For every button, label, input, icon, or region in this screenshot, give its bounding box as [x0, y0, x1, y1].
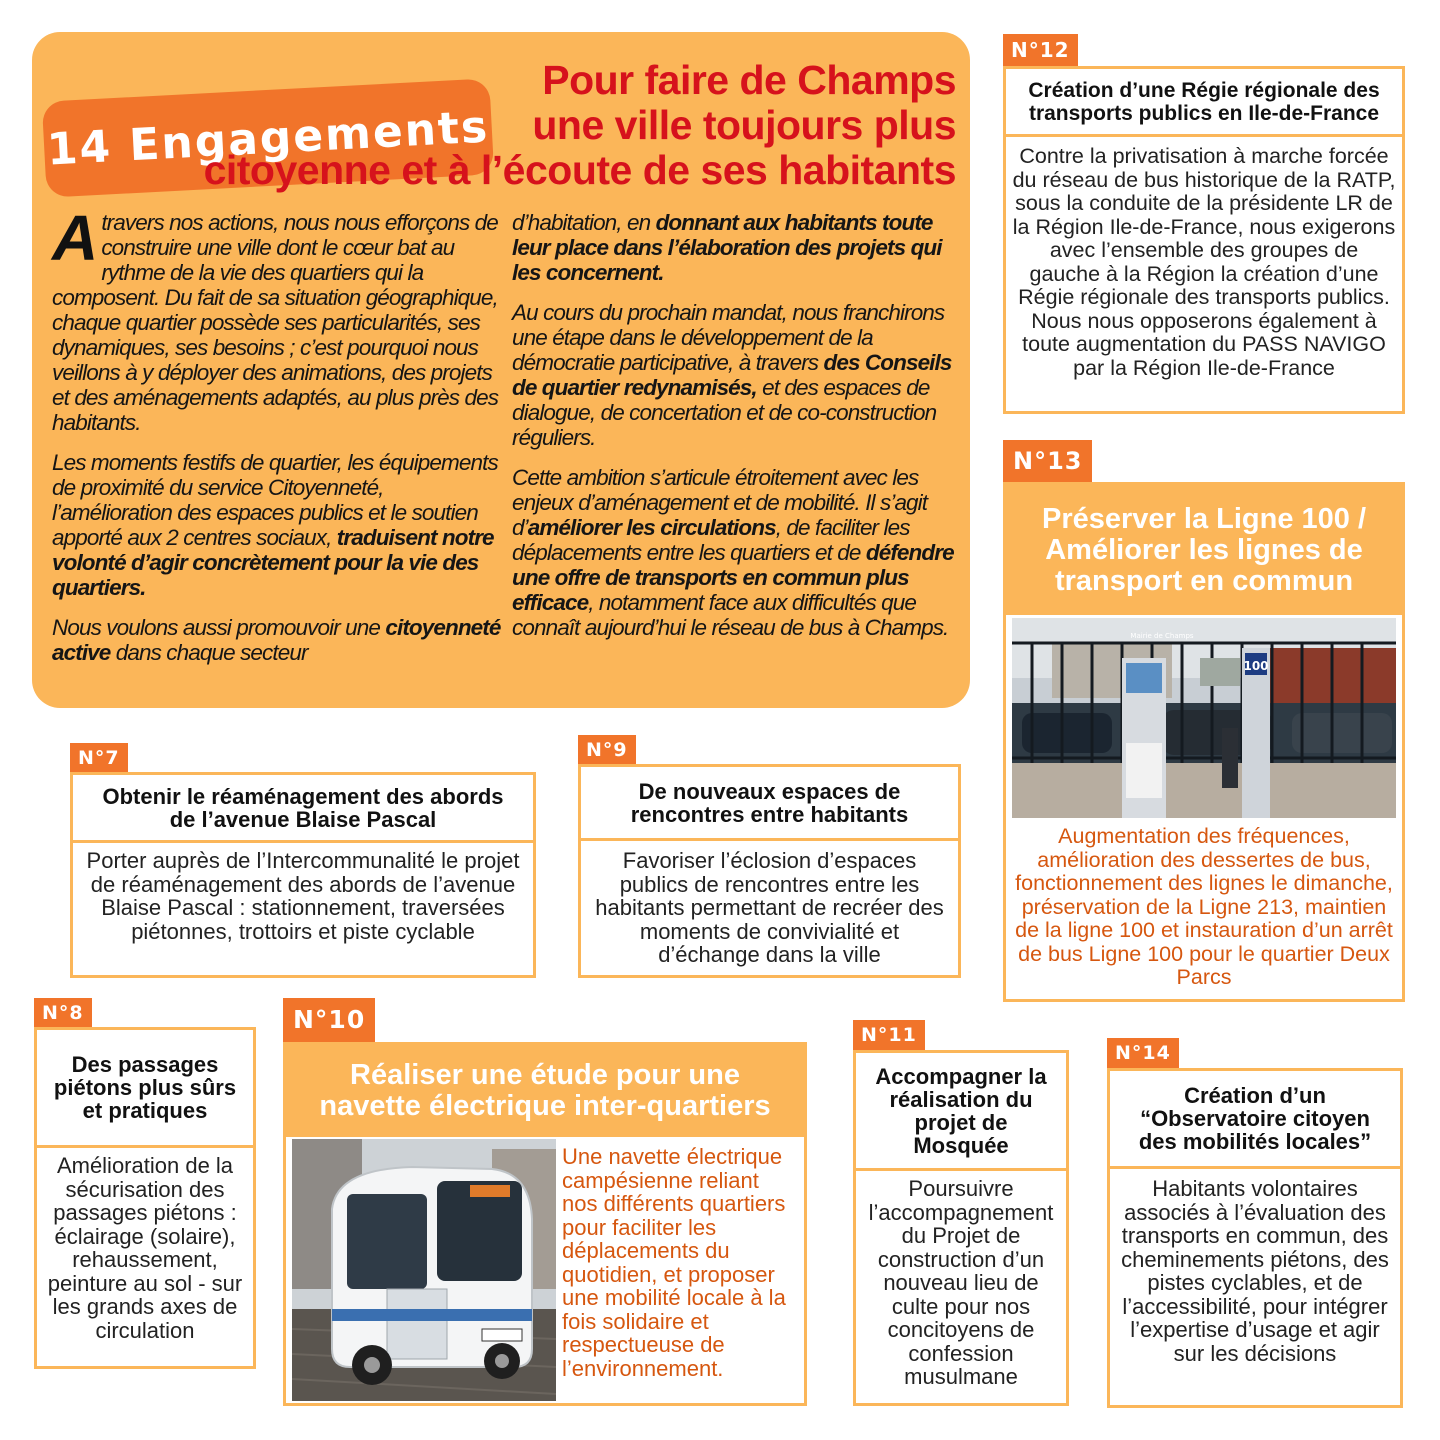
card-n14	[1107, 1068, 1403, 1408]
card-n7-title: Obtenir le réaménagement des abords de l’avenue Blaise Pascal	[73, 775, 533, 843]
tag-n8: N°8	[34, 998, 92, 1028]
card-n14-body: Habitants volontaires associés à l’évaluation des transports en commun, des cheminements piétons, des pistes cyclables, et de l’accessibilité, pour intégrer l’expertise d’usage et agir sur les décisions	[1121, 1176, 1389, 1366]
card-n10	[283, 1042, 807, 1406]
card-n9	[578, 764, 961, 978]
bus-stop-photo	[1012, 618, 1396, 818]
card-n10-title: Réaliser une étude pour une navette électrique inter-quartiers	[286, 1045, 804, 1137]
tag-n9: N°9	[578, 735, 636, 765]
headline-line-1: Pour faire de Champs	[542, 57, 956, 103]
card-n12-title: Création d’une Régie régionale des transports publics en Ile-de-France	[1006, 69, 1402, 137]
card-n9-body: Favoriser l’éclosion d’espaces publics de rencontres entre les habitants permettant de recréer des moments de convivialité et d’échange dans la ville	[595, 848, 944, 967]
intro-paragraph: Cette ambition s’articule étroitement avec les enjeux d’aménagement et de mobilité. Il s’agit d’améliorer les circulations, de faciliter les déplacements entre les quartiers et de défendre une offre de transports en commun plus efficace, notamment face aux difficultés que connaît aujourd’hui le réseau de bus à Champs.	[512, 465, 954, 640]
intro-column-left	[52, 202, 504, 680]
intro-paragraph: A travers nos actions, nous nous efforçons de construire une ville dont le cœur bat au rythme de la vie des quartiers qui la composent. Du fait de sa situation géographique, chaque quartier possède ses particularités, ses dynamiques, ses besoins ; c’est pourquoi nous veillons à y déployer des animations, des projets et des aménagements adaptés, au plus près des habitants.	[52, 202, 499, 435]
dropcap: A	[52, 202, 98, 274]
card-n13	[1003, 482, 1405, 1002]
bus-line-sign: 100	[1243, 659, 1269, 673]
tag-n13: N°13	[1003, 440, 1092, 482]
tag-n10: N°10	[283, 998, 375, 1042]
card-n7-body: Porter auprès de l’Intercommunalité le projet de réaménagement des abords de l’avenue Blaise Pascal : stationnement, traversées piétonnes, trottoirs et piste cyclable	[86, 848, 520, 944]
intro-column-right	[512, 210, 954, 655]
tag-n11: N°11	[853, 1020, 925, 1050]
engagements-badge: 14 Engagements	[42, 78, 494, 197]
card-n10-body: Une navette électrique campésienne reliant nos différents quartiers pour faciliter les déplacements du quotidien, et proposer une mobilité locale à la fois solidaire et respectueuse de l’environnement.	[562, 1144, 786, 1381]
card-n7	[70, 772, 536, 978]
intro-paragraph: Les moments festifs de quartier, les équipements de proximité du service Citoyenneté, l’amélioration des espaces publics et le soutien apporté aux 2 centres sociaux, traduisent notre volonté d’agir concrètement pour la vie des quartiers.	[52, 450, 498, 600]
card-n12-body: Contre la privatisation à marche forcée du réseau de bus historique de la RATP, sous la conduite de la présidente LR de la Région Ile-de-France, nous exigerons avec l’ensemble des groupes de gauche à la Région la création d’une Régie régionale des transports publics. Nous nous opposerons également à toute augmentation du PASS NAVIGO par la Région Ile-de-France	[1012, 144, 1396, 380]
tag-n12: N°12	[1003, 34, 1078, 66]
card-n8	[34, 1027, 256, 1369]
headline-line-3: citoyenne et à l’écoute de ses habitants	[203, 147, 956, 193]
card-n9-title: De nouveaux espaces de rencontres entre habitants	[581, 767, 958, 841]
shuttle-photo	[292, 1139, 556, 1401]
intro-paragraph: d’habitation, en donnant aux habitants toute leur place dans l’élaboration des projets qui les concernent.	[512, 210, 942, 285]
card-n11-body: Poursuivre l’accompagnement du Projet de construction d’un nouveau lieu de culte pour nos concitoyens de confession musulmane	[868, 1176, 1054, 1389]
intro-paragraph: Au cours du prochain mandat, nous franchirons une étape dans le développement de la démocratie participative, à travers des Conseils de quartier redynamisés, et des espaces de dialogue, de concertation et de co-construction réguliers.	[512, 300, 952, 450]
card-n11-title: Accompagner la réalisation du projet de Mosquée	[856, 1053, 1066, 1171]
card-n11	[853, 1050, 1069, 1406]
bus-stop-illustration	[1012, 618, 1396, 818]
intro-paragraph: Nous voulons aussi promouvoir une citoyenneté active dans chaque secteur	[52, 615, 501, 665]
headline	[116, 58, 956, 193]
card-n14-title: Création d’un “Observatoire citoyen des mobilités locales”	[1110, 1071, 1400, 1169]
card-n13-title: Préserver la Ligne 100 / Améliorer les lignes de transport en commun	[1006, 485, 1402, 615]
tag-n14: N°14	[1107, 1038, 1179, 1068]
headline-line-2: une ville toujours plus	[532, 102, 956, 148]
card-n13-body: Augmentation des fréquences, amélioration des dessertes de bus, fonctionnement des lignes le dimanche, préservation de la Ligne 213, maintien de la ligne 100 et instauration d’un arrêt de bus Ligne 100 pour le quartier Deux Parcs	[1015, 824, 1393, 989]
electric-shuttle-illustration	[292, 1139, 556, 1401]
tag-n7: N°7	[70, 743, 128, 773]
bus-stop-sign: Mairie de Champs	[1130, 632, 1194, 640]
card-n8-body: Amélioration de la sécurisation des passages piétons : éclairage (solaire), rehaussement, peinture au sol - sur les grands axes de circulation	[47, 1153, 243, 1343]
card-n12	[1003, 66, 1405, 414]
card-n8-title: Des passages piétons plus sûrs et pratiques	[37, 1030, 253, 1148]
